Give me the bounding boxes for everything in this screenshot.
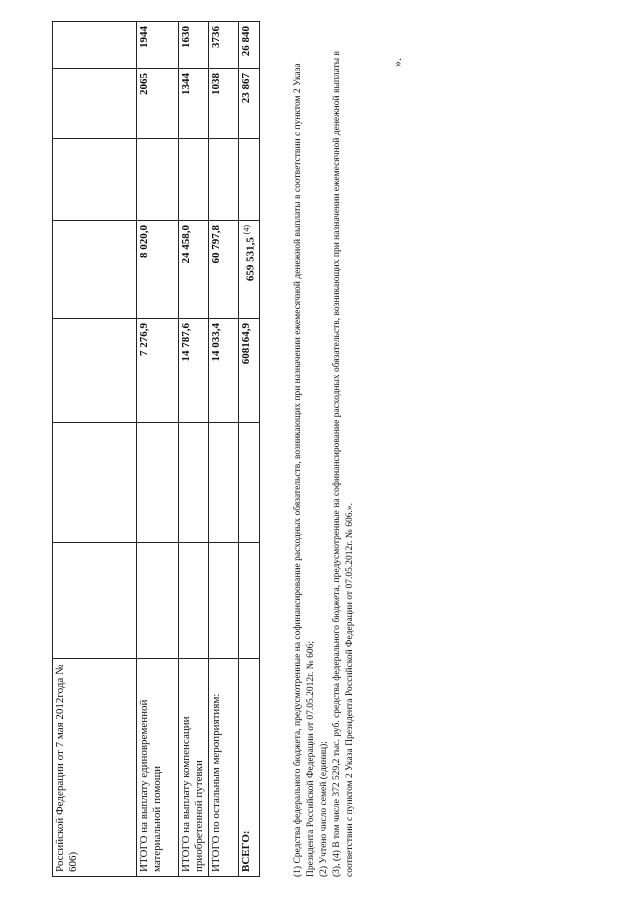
total-value-cell (239, 221, 260, 319)
row-label: ИТОГО на выплату единовременной материальной помощи (137, 659, 179, 877)
row-value: 8 020,0 (137, 221, 179, 319)
row-value: 14 033,4 (209, 319, 239, 423)
footnotes (292, 37, 357, 877)
row-value: 2065 (137, 69, 179, 139)
table-row-total (239, 22, 260, 877)
row-value: 1944 (137, 22, 179, 69)
table-row (179, 22, 209, 877)
total-value: 26 840 (239, 22, 260, 69)
top-label-cell: Российской Федерации от 7 мая 2012года № 606) (53, 659, 137, 877)
total-value: 23 867 (239, 69, 260, 139)
row-label: ИТОГО по остальным мероприятиям: (209, 659, 239, 877)
row-value: 24 458,0 (179, 221, 209, 319)
total-value: 659 531,5 (244, 237, 257, 282)
row-value: 3736 (209, 22, 239, 69)
row-value: 1038 (209, 69, 239, 139)
footnote: (2) Учтено число семей (единиц); (319, 741, 329, 877)
table-row (209, 22, 239, 877)
footnote: (3), (4) В том числе 372 529,2 тыс. руб. средства федерального бюджета, предусмотренные на софинансирование расходных обязательств, возникающих при назначении ежемесячной денежной выплаты в соответствии с пунктом 2 Указа Президента Российской Федерации от 07.05.2012г. № 606.». (332, 50, 355, 877)
row-value: 7 276,9 (137, 319, 179, 423)
row-label: ИТОГО на выплату компенсации приобретенной путевки (179, 659, 209, 877)
appendix-table (52, 21, 260, 877)
total-value: 608164,9 (239, 319, 260, 423)
table-row (137, 22, 179, 877)
footnote: (1) Средства федерального бюджета, предусмотренные на софинансирование расходных обязательств, возникающих при назначении ежемесячной денежной выплаты в соответствии с пунктом 2 Указа Президента Российской Федерации от 07.05.2012г. № 606; (293, 63, 316, 877)
end-mark: ». (390, 58, 404, 67)
row-value: 1344 (179, 69, 209, 139)
table-row (53, 22, 137, 877)
row-value: 1630 (179, 22, 209, 69)
row-value: 14 787,6 (179, 319, 209, 423)
row-value: 60 797,8 (209, 221, 239, 319)
total-label: ВСЕГО: (239, 659, 260, 877)
footnote-ref: (4) (242, 225, 251, 235)
